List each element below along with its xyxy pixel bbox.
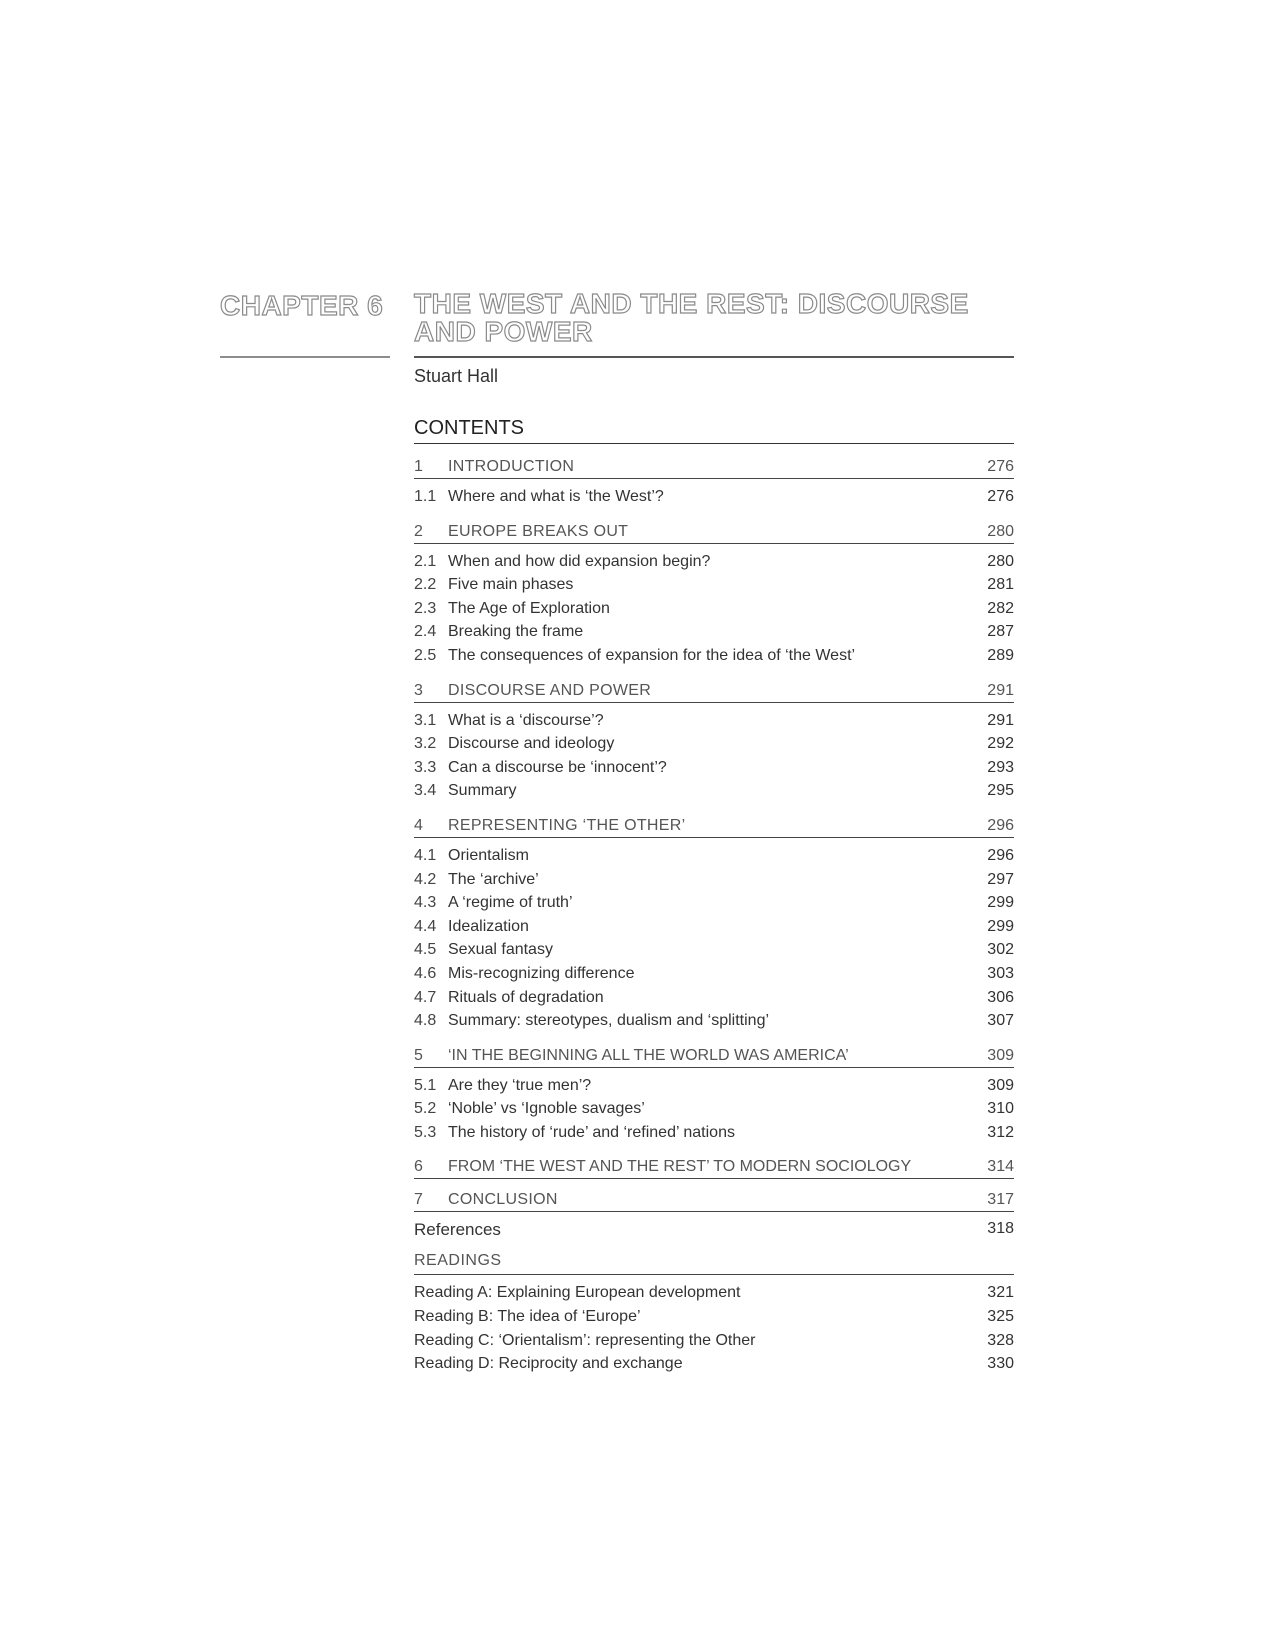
entry-page: 306 xyxy=(987,988,1014,1006)
toc-entry[interactable] xyxy=(414,939,1014,963)
toc-entry[interactable] xyxy=(414,598,1014,622)
section-page: 314 xyxy=(987,1158,1014,1176)
toc-section[interactable] xyxy=(414,805,1014,838)
entry-title: A ‘regime of truth’ xyxy=(448,894,573,912)
entry-title: Summary: stereotypes, dualism and ‘splitting’ xyxy=(448,1012,770,1030)
entry-title: Are they ‘true men’? xyxy=(448,1076,592,1094)
entry-number: 5.1 xyxy=(414,1076,437,1094)
section-number: 3 xyxy=(414,681,423,699)
entry-number: 3.1 xyxy=(414,711,437,729)
entry-number: 4.7 xyxy=(414,988,437,1006)
entry-page: 287 xyxy=(987,623,1014,641)
toc-entry[interactable] xyxy=(414,869,1014,893)
reading-page: 321 xyxy=(987,1284,1014,1302)
entry-number: 5.2 xyxy=(414,1100,437,1118)
chapter-label-rule xyxy=(220,356,390,358)
entry-page: 312 xyxy=(987,1123,1014,1141)
toc-entry[interactable] xyxy=(414,733,1014,757)
entry-number: 1.1 xyxy=(414,488,437,505)
entry-title: The ‘archive’ xyxy=(448,870,539,888)
entry-page: 297 xyxy=(987,870,1014,888)
entry-number: 2.5 xyxy=(414,646,437,664)
entry-title: Idealization xyxy=(448,917,529,935)
entry-number: 4.6 xyxy=(414,964,437,982)
section-number: 6 xyxy=(414,1158,423,1176)
section-title: INTRODUCTION xyxy=(448,458,575,475)
toc-section[interactable] xyxy=(414,1146,1014,1179)
toc-entry[interactable] xyxy=(414,1122,1014,1146)
entry-page: 299 xyxy=(987,917,1014,935)
section-title: REPRESENTING ‘THE OTHER’ xyxy=(448,816,686,834)
section-page: 291 xyxy=(987,681,1014,699)
entry-number: 2.3 xyxy=(414,599,437,617)
reading-page: 328 xyxy=(987,1331,1014,1349)
entry-number: 5.3 xyxy=(414,1123,437,1141)
toc-entry[interactable] xyxy=(414,645,1014,669)
entry-page: 281 xyxy=(987,576,1014,594)
entry-page: 310 xyxy=(987,1100,1014,1118)
entry-title: Can a discourse be ‘innocent’? xyxy=(448,758,667,776)
toc-entry[interactable] xyxy=(414,1075,1014,1099)
toc-section[interactable] xyxy=(414,670,1014,703)
entry-number: 4.8 xyxy=(414,1012,437,1030)
entry-number: 2.2 xyxy=(414,576,437,594)
toc-section[interactable] xyxy=(414,511,1014,544)
toc-entry[interactable] xyxy=(414,486,1014,510)
entry-page: 289 xyxy=(987,646,1014,664)
toc-entry[interactable] xyxy=(414,757,1014,781)
entry-page: 295 xyxy=(987,782,1014,800)
entry-title: Where and what is ‘the West’? xyxy=(448,488,664,505)
toc-entry[interactable] xyxy=(414,963,1014,987)
entry-page: 282 xyxy=(987,599,1014,617)
entry-title: Summary xyxy=(448,782,517,800)
toc-entry[interactable] xyxy=(414,621,1014,645)
section-number: 4 xyxy=(414,816,423,834)
entry-page: 276 xyxy=(987,488,1014,505)
chapter-label: CHAPTER 6 xyxy=(220,290,384,321)
toc-reading[interactable] xyxy=(414,1282,1014,1306)
section-title: FROM ‘THE WEST AND THE REST’ TO MODERN SOCIOLOGY xyxy=(448,1158,912,1176)
chapter-title xyxy=(414,290,1014,346)
entry-number: 4.4 xyxy=(414,917,437,935)
toc-entry[interactable] xyxy=(414,845,1014,869)
toc-entry[interactable] xyxy=(414,551,1014,575)
toc-entry[interactable] xyxy=(414,1098,1014,1122)
entry-title: The consequences of expansion for the idea of ‘the West’ xyxy=(448,646,856,664)
entry-title: Rituals of degradation xyxy=(448,988,604,1006)
toc-entry[interactable] xyxy=(414,916,1014,940)
entry-title: Orientalism xyxy=(448,846,529,864)
entry-page: 292 xyxy=(987,735,1014,753)
entry-number: 4.5 xyxy=(414,941,437,959)
entry-title: Breaking the frame xyxy=(448,623,584,641)
section-title: EUROPE BREAKS OUT xyxy=(448,522,629,540)
toc-section[interactable] xyxy=(414,1035,1014,1068)
toc-entry[interactable] xyxy=(414,1010,1014,1034)
toc-entry[interactable] xyxy=(414,987,1014,1011)
table-of-contents xyxy=(414,446,1014,1377)
section-number: 2 xyxy=(414,522,423,540)
reading-title: Reading D: Reciprocity and exchange xyxy=(414,1355,683,1373)
toc-section[interactable] xyxy=(414,446,1014,479)
title-rule xyxy=(414,356,1014,358)
entry-title: Sexual fantasy xyxy=(448,941,553,959)
entry-number: 4.3 xyxy=(414,894,437,912)
author: Stuart Hall xyxy=(414,366,499,386)
entry-title: The history of ‘rude’ and ‘refined’ nations xyxy=(448,1123,735,1141)
toc-reading[interactable] xyxy=(414,1306,1014,1330)
entry-number: 2.1 xyxy=(414,552,437,570)
entry-title: ‘Noble’ vs ‘Ignoble savages’ xyxy=(448,1100,645,1118)
entry-title: Discourse and ideology xyxy=(448,735,615,753)
toc-references[interactable] xyxy=(414,1212,1014,1244)
section-number: 1 xyxy=(414,458,423,475)
entry-number: 3.3 xyxy=(414,758,437,776)
section-page: 309 xyxy=(987,1046,1014,1064)
section-title: DISCOURSE AND POWER xyxy=(448,681,652,699)
section-number: 7 xyxy=(414,1191,423,1209)
entry-number: 4.1 xyxy=(414,846,437,864)
entry-number: 2.4 xyxy=(414,623,437,641)
toc-reading[interactable] xyxy=(414,1330,1014,1354)
toc-reading[interactable] xyxy=(414,1353,1014,1377)
entry-page: 291 xyxy=(987,711,1014,729)
entry-page: 303 xyxy=(987,964,1014,982)
toc-entry[interactable] xyxy=(414,710,1014,734)
toc-entry[interactable] xyxy=(414,892,1014,916)
entry-page: 293 xyxy=(987,758,1014,776)
entry-number: 3.2 xyxy=(414,735,437,753)
reading-title: Reading A: Explaining European development xyxy=(414,1284,741,1302)
reading-page: 325 xyxy=(987,1308,1014,1326)
entry-title: The Age of Exploration xyxy=(448,599,610,617)
entry-title: Mis-recognizing difference xyxy=(448,964,635,982)
section-number: 5 xyxy=(414,1046,423,1064)
section-page: 280 xyxy=(987,522,1014,540)
entry-page: 309 xyxy=(987,1076,1014,1094)
entry-page: 280 xyxy=(987,552,1014,570)
reading-title: Reading B: The idea of ‘Europe’ xyxy=(414,1308,641,1326)
entry-number: 4.2 xyxy=(414,870,437,888)
readings-heading-label: READINGS xyxy=(414,1252,502,1270)
entry-title: What is a ‘discourse’? xyxy=(448,711,604,729)
contents-rule xyxy=(414,443,1014,444)
section-page: 276 xyxy=(987,458,1014,475)
references-page: 318 xyxy=(987,1220,1014,1238)
entry-page: 302 xyxy=(987,941,1014,959)
toc-section[interactable] xyxy=(414,1179,1014,1212)
chapter-title-line-1: THE WEST AND THE REST: DISCOURSE xyxy=(414,288,969,319)
toc-entry[interactable] xyxy=(414,574,1014,598)
section-title: ‘IN THE BEGINNING ALL THE WORLD WAS AMERICA’ xyxy=(448,1046,849,1064)
chapter-title-line-2: AND POWER xyxy=(414,316,593,347)
contents-heading: CONTENTS xyxy=(414,417,524,439)
reading-title: Reading C: ‘Orientalism’: representing the Other xyxy=(414,1331,756,1349)
entry-page: 296 xyxy=(987,846,1014,864)
entry-title: When and how did expansion begin? xyxy=(448,552,711,570)
entry-page: 307 xyxy=(987,1012,1014,1030)
entry-number: 3.4 xyxy=(414,782,437,800)
section-page: 296 xyxy=(987,816,1014,834)
entry-title: Five main phases xyxy=(448,576,574,594)
references-title: References xyxy=(414,1220,501,1240)
reading-page: 330 xyxy=(987,1355,1014,1373)
toc-entry[interactable] xyxy=(414,780,1014,804)
entry-page: 299 xyxy=(987,894,1014,912)
section-title: CONCLUSION xyxy=(448,1191,558,1209)
section-page: 317 xyxy=(987,1191,1014,1209)
readings-heading xyxy=(414,1244,1014,1275)
